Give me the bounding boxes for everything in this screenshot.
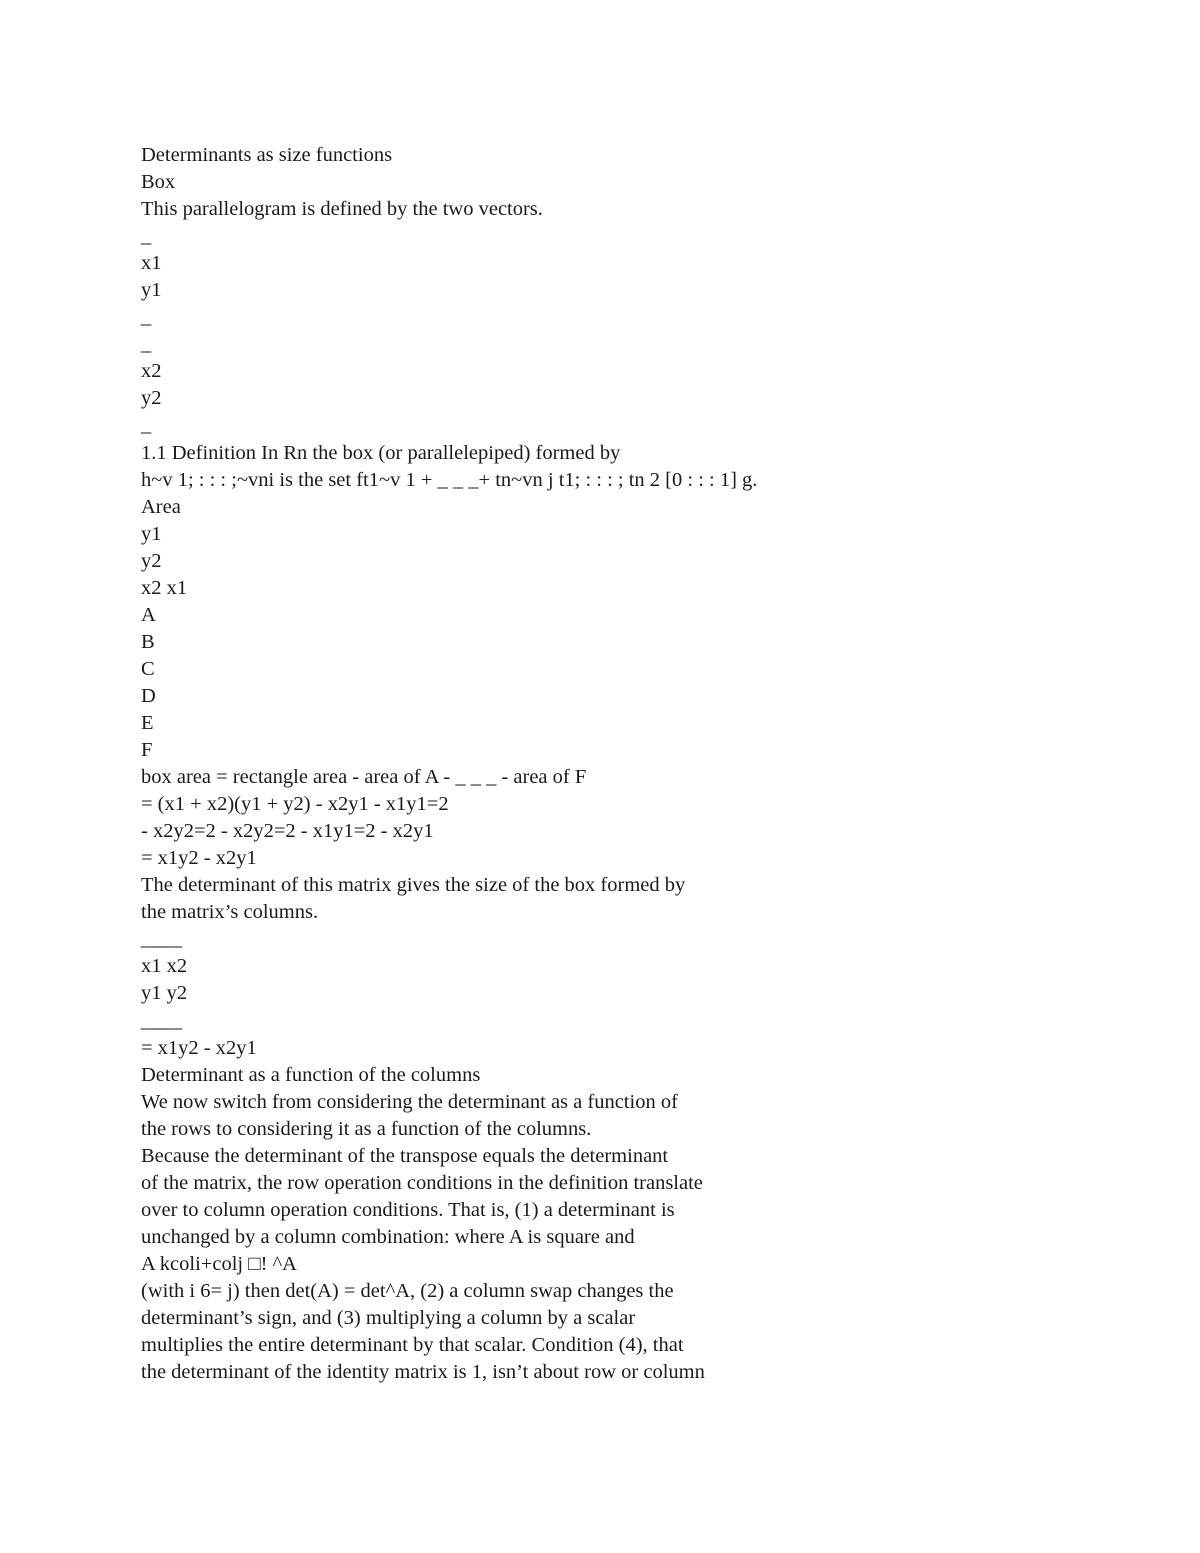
matrix-rule: ____	[141, 1009, 182, 1032]
doc-subheading-area: Area	[141, 495, 181, 518]
equation-line: = x1y2 - x2y1	[141, 847, 257, 870]
document-body	[141, 142, 1141, 1386]
paragraph-line: multiplies the entire determinant by that scalar. Condition (4), that	[141, 1334, 684, 1357]
equation-line: box area = rectangle area - area of A - _ _ _ - area of F	[141, 766, 587, 789]
paragraph-line: A kcoli+colj □! ^A	[141, 1252, 297, 1275]
text-line: This parallelogram is defined by the two vectors.	[141, 198, 543, 221]
region-label-b: B	[141, 630, 155, 653]
paragraph-line: We now switch from considering the determinant as a function of	[141, 1090, 678, 1113]
paragraph-line: the determinant of the identity matrix is 1, isn’t about row or column	[141, 1361, 705, 1384]
text-line: _	[141, 306, 152, 329]
doc-heading: Determinants as size functions	[141, 144, 393, 166]
text-line: y1	[141, 522, 162, 545]
matrix-rule: ____	[141, 928, 182, 951]
equation-line: = (x1 + x2)(y1 + y2) - x2y1 - x1y1=2	[141, 793, 449, 816]
text-line: x2	[141, 360, 162, 383]
region-label-d: D	[141, 684, 156, 707]
text-line: _	[141, 225, 152, 248]
text-line: y2	[141, 387, 162, 410]
text-line: _	[141, 333, 152, 356]
section-heading: Determinant as a function of the columns	[141, 1063, 481, 1086]
doc-subheading-box: Box	[141, 171, 176, 194]
text-line: _	[141, 414, 152, 437]
region-label-c: C	[141, 657, 155, 680]
paragraph-line: the matrix’s columns.	[141, 901, 319, 924]
paragraph-line: over to column operation conditions. That is, (1) a determinant is	[141, 1198, 675, 1221]
paragraph-line: unchanged by a column combination: where A is square and	[141, 1225, 635, 1248]
equation-line: = x1y2 - x2y1	[141, 1036, 257, 1059]
equation-line: - x2y2=2 - x2y2=2 - x1y1=2 - x2y1	[141, 820, 434, 843]
definition-line: 1.1 Definition In Rn the box (or parallelepiped) formed by	[141, 441, 621, 464]
paragraph-line: The determinant of this matrix gives the size of the box formed by	[141, 874, 686, 897]
text-line: x2 x1	[141, 576, 188, 599]
matrix-row: y1 y2	[141, 982, 188, 1005]
text-line: y1	[141, 279, 162, 302]
text-line: x1	[141, 252, 162, 275]
paragraph-line: (with i 6= j) then det(A) = det^A, (2) a column swap changes the	[141, 1279, 674, 1302]
paragraph-line: of the matrix, the row operation conditions in the definition translate	[141, 1171, 703, 1194]
region-label-a: A	[141, 603, 156, 626]
paragraph-line: Because the determinant of the transpose equals the determinant	[141, 1144, 669, 1167]
paragraph-line: determinant’s sign, and (3) multiplying a column by a scalar	[141, 1307, 636, 1330]
paragraph-line: the rows to considering it as a function of the columns.	[141, 1117, 592, 1140]
definition-formula-line: h~v 1; : : : ;~vni is the set ft1~v 1 + _ _ _+ tn~vn j t1; : : : ; tn 2 [0 : : : 1] g.	[141, 468, 758, 491]
text-line: y2	[141, 549, 162, 572]
region-label-e: E	[141, 711, 154, 734]
region-label-f: F	[141, 739, 153, 762]
matrix-row: x1 x2	[141, 955, 188, 978]
